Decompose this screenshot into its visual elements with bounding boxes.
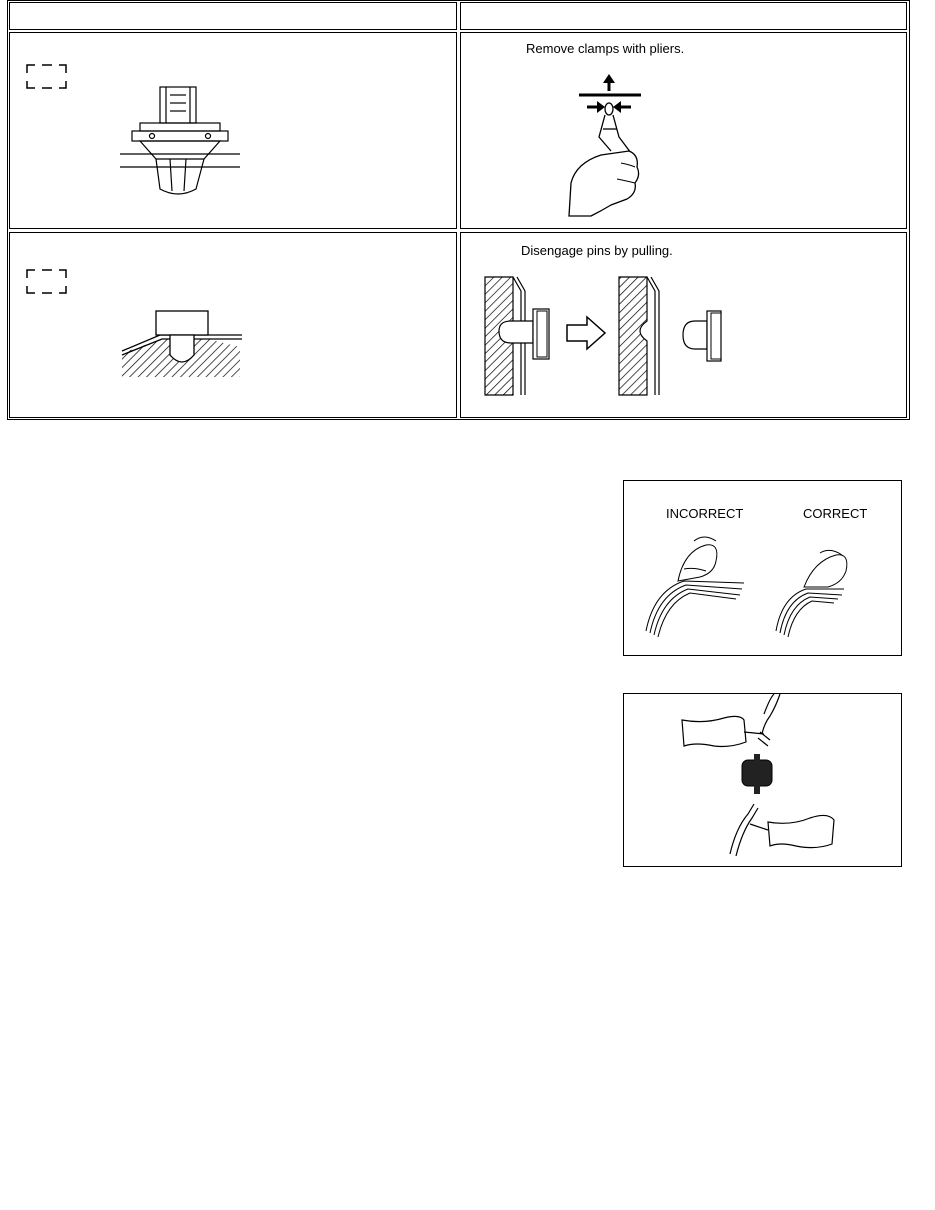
hose-bottom <box>730 804 758 856</box>
hand-icon <box>569 151 639 216</box>
hose-tag-sketch <box>624 694 903 868</box>
connector-handling-figure <box>623 480 902 656</box>
wire-handling-sketch <box>624 481 903 657</box>
filter-icon <box>742 754 772 794</box>
trim-clip-head <box>156 311 208 335</box>
correct-label: CORRECT <box>803 506 868 521</box>
tag-top <box>682 716 764 746</box>
panel-after <box>619 277 647 395</box>
pliers-icon <box>599 103 631 153</box>
pin-shaft <box>170 335 194 362</box>
pin-dashed-icon <box>27 270 66 293</box>
squeeze-arrow-left-icon <box>587 101 605 113</box>
clip-dashed-icon <box>27 65 66 88</box>
up-arrow-icon <box>603 74 615 91</box>
pin-engaged <box>499 321 533 343</box>
disengage-pins-caption: Disengage pins by pulling. <box>521 243 673 258</box>
incorrect-hand-wires <box>646 537 744 637</box>
hose-top <box>758 694 780 746</box>
table-header-left <box>9 2 457 30</box>
pin-side-view-diagram <box>10 233 458 419</box>
tag-bottom <box>750 815 834 847</box>
pin-released <box>683 321 707 349</box>
squeeze-arrow-right-icon <box>613 101 631 113</box>
correct-hand-wires <box>776 550 847 637</box>
clip-drawing <box>120 87 240 194</box>
arrow-right-icon <box>567 317 605 349</box>
incorrect-label: INCORRECT <box>666 506 744 521</box>
pliers-diagram <box>461 33 908 230</box>
table-header-right <box>460 2 907 30</box>
pliers-cell <box>460 32 907 229</box>
clip-side-view-diagram <box>10 33 458 230</box>
remove-clamps-caption: Remove clamps with pliers. <box>526 41 685 56</box>
pins-cell <box>460 232 907 418</box>
instruction-table <box>7 0 910 420</box>
clip-cell-2 <box>9 232 457 418</box>
pin-disengage-diagram <box>461 233 908 419</box>
hose-tag-figure <box>623 693 902 867</box>
clip-cell-1 <box>9 32 457 229</box>
